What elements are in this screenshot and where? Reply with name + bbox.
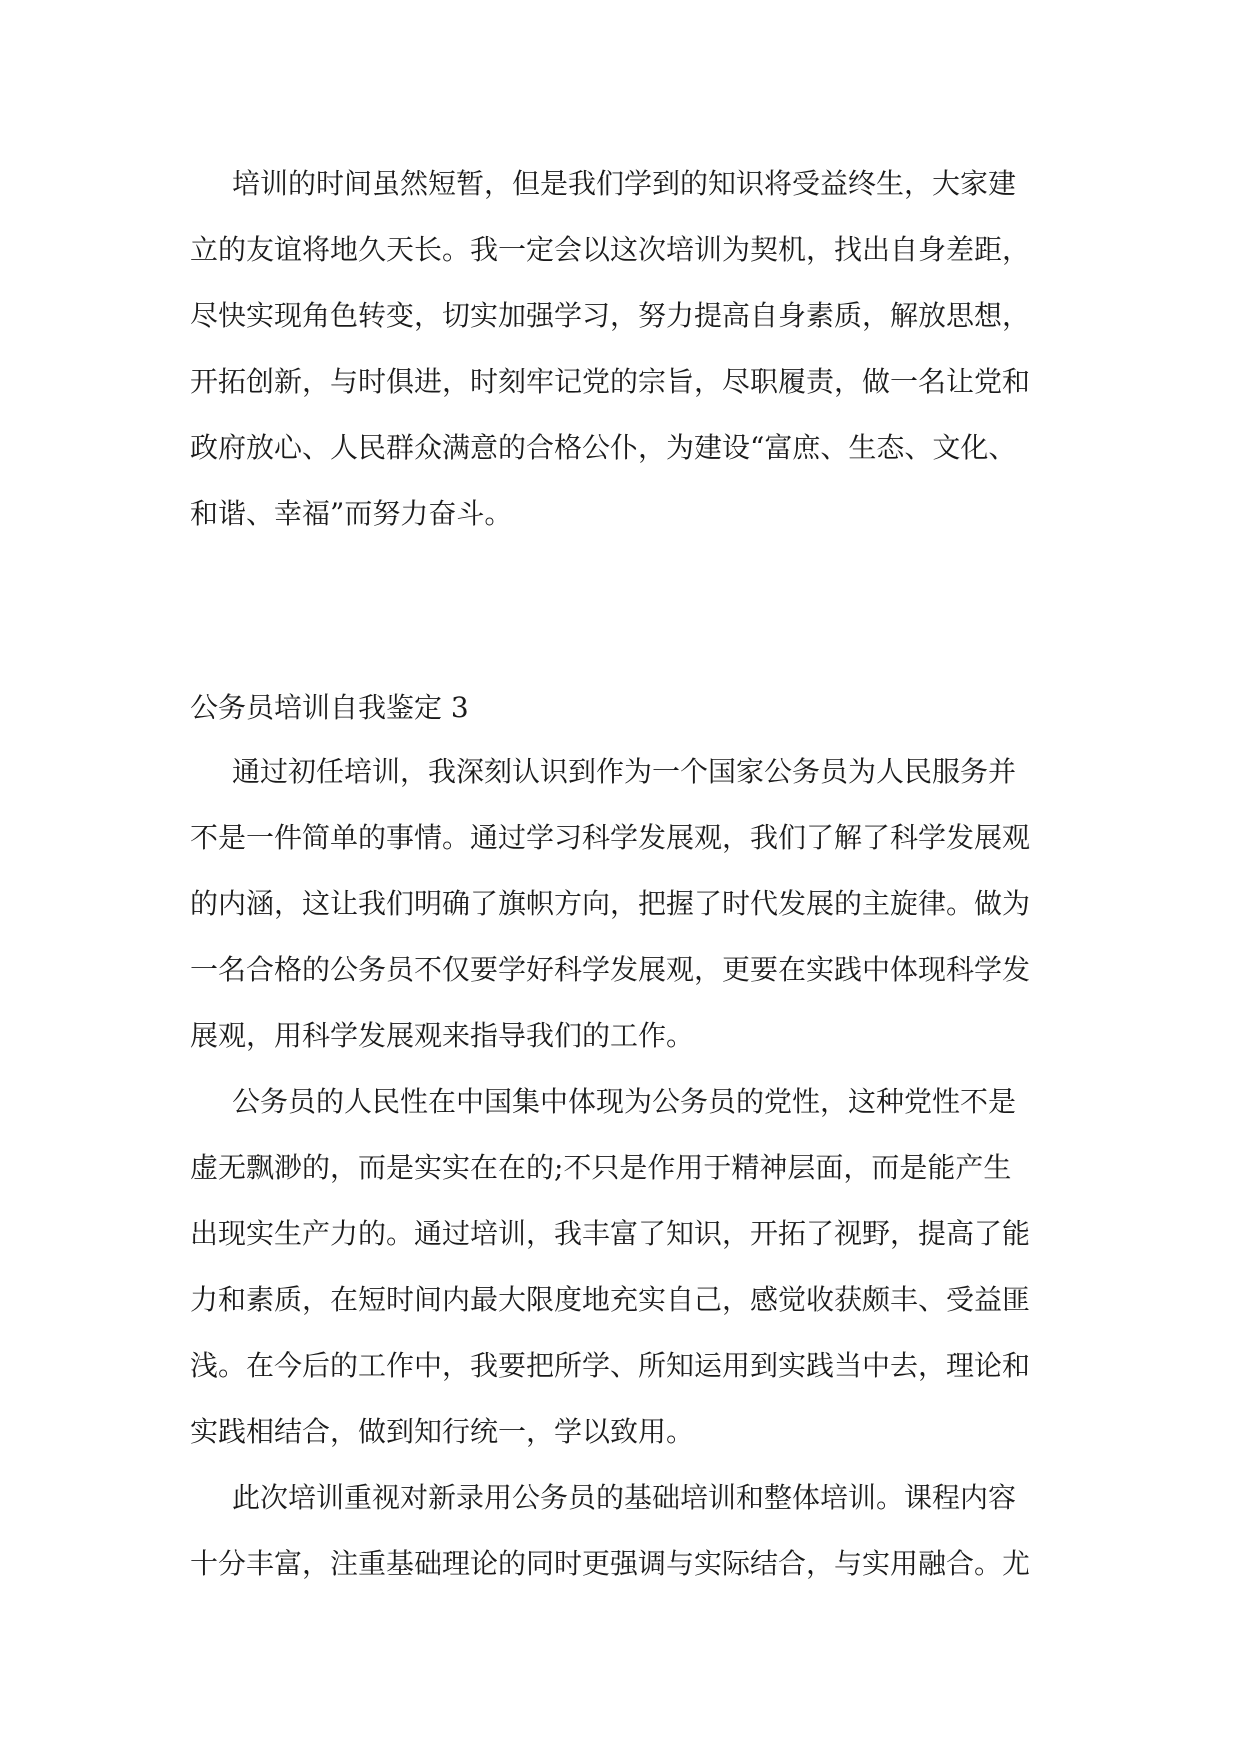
paragraph-line: 展观，用科学发展观来指导我们的工作。	[190, 1019, 695, 1052]
paragraph-line: 培训的时间虽然短暂，但是我们学到的知识将受益终生，大家建	[232, 167, 1017, 200]
paragraph-line: 实践相结合，做到知行统一，学以致用。	[190, 1415, 695, 1448]
paragraph-line: 尽快实现角色转变，切实加强学习，努力提高自身素质，解放思想，	[190, 299, 1031, 332]
paragraph-line: 政府放心、人民群众满意的合格公仆，为建设“富庶、生态、文化、	[190, 431, 1017, 464]
section-title: 公务员培训自我鉴定 3	[190, 691, 469, 724]
paragraph-line: 一名合格的公务员不仅要学好科学发展观，更要在实践中体现科学发	[190, 953, 1031, 986]
paragraph-line: 浅。在今后的工作中，我要把所学、所知运用到实践当中去，理论和	[190, 1349, 1031, 1382]
paragraph-line: 开拓创新，与时俱进，时刻牢记党的宗旨，尽职履责，做一名让党和	[190, 365, 1031, 398]
paragraph-line: 的内涵，这让我们明确了旗帜方向，把握了时代发展的主旋律。做为	[190, 887, 1031, 920]
paragraph-line: 立的友谊将地久天长。我一定会以这次培训为契机，找出自身差距，	[190, 233, 1031, 266]
paragraph-line: 十分丰富，注重基础理论的同时更强调与实际结合，与实用融合。尤	[190, 1547, 1031, 1580]
paragraph-line: 虚无飘渺的，而是实实在在的;不只是作用于精神层面，而是能产生	[190, 1151, 1012, 1184]
paragraph-line: 公务员的人民性在中国集中体现为公务员的党性，这种党性不是	[232, 1085, 1017, 1118]
paragraph-line: 出现实生产力的。通过培训，我丰富了知识，开拓了视野，提高了能	[190, 1217, 1031, 1250]
paragraph-line: 通过初任培训，我深刻认识到作为一个国家公务员为人民服务并	[232, 755, 1017, 788]
paragraph-line: 不是一件简单的事情。通过学习科学发展观，我们了解了科学发展观	[190, 821, 1031, 854]
paragraph-line: 此次培训重视对新录用公务员的基础培训和整体培训。课程内容	[232, 1481, 1017, 1514]
paragraph-line: 和谐、幸福”而努力奋斗。	[190, 497, 513, 530]
paragraph-line: 力和素质，在短时间内最大限度地充实自己，感觉收获颇丰、受益匪	[190, 1283, 1031, 1316]
